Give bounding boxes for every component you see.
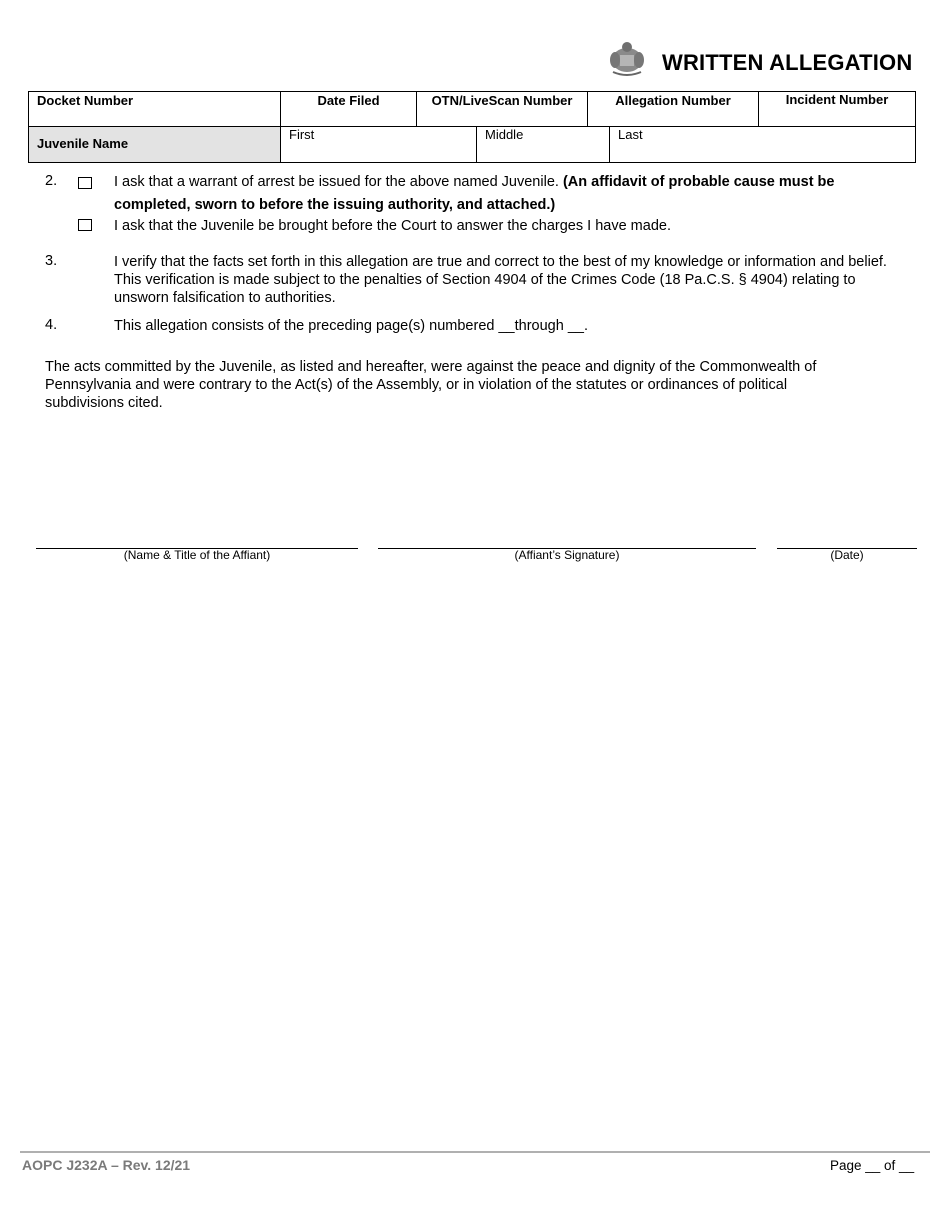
page-count-pre: This allegation consists of the preceding page(s) numbered: [114, 318, 495, 334]
juvenile-name-label: Juvenile Name: [37, 136, 129, 151]
footer-divider: [20, 1151, 930, 1153]
date-filed-label: Date Filed: [317, 93, 380, 108]
last-name-label: Last: [618, 127, 643, 142]
date-filed-field[interactable]: [280, 92, 416, 127]
pennsylvania-seal-icon: [607, 38, 647, 78]
warrant-request-text: [114, 171, 914, 217]
case-info-table: [28, 91, 916, 163]
affiant-signature-label: (Affiant’s Signature): [514, 548, 620, 562]
form-identifier: AOPC J232A – Rev. 12/21: [22, 1157, 191, 1173]
docket-number-label: Docket Number: [37, 93, 134, 108]
otn-livescan-field[interactable]: [416, 92, 587, 127]
court-appearance-text: I ask that the Juvenile be brought before the Court to answer the charges I have made.: [114, 218, 671, 234]
page-count-through: through: [514, 318, 564, 334]
warrant-request-plain: I ask that a warrant of arrest be issued for the above named Juvenile.: [114, 174, 559, 190]
juvenile-first-name-field[interactable]: [280, 127, 476, 162]
docket-number-field[interactable]: [29, 92, 281, 127]
warrant-checkbox[interactable]: [78, 177, 92, 189]
court-appearance-checkbox[interactable]: [78, 219, 92, 231]
page-from-blank[interactable]: __: [498, 318, 515, 334]
allegation-number-label: Allegation Number: [615, 93, 731, 108]
acts-statement: The acts committed by the Juvenile, as listed and hereafter, were against the peace and dignity of the Commonwealth of Pennsylvania and were contrary to the Act(s) of the Assembly, or in violation of the statutes or ordinances of political subdivisions cited.: [45, 359, 817, 411]
page-number: Page __ of __: [830, 1158, 915, 1173]
page-count-text: [114, 317, 588, 335]
allegation-number-field[interactable]: [587, 92, 758, 127]
incident-number-label: Incident Number: [785, 92, 889, 107]
affiant-name-label: (Name & Title of the Affiant): [123, 548, 271, 562]
incident-number-field[interactable]: [758, 92, 915, 127]
item-2-number: 2.: [45, 173, 58, 189]
first-name-label: First: [289, 127, 315, 142]
otn-livescan-label: OTN/LiveScan Number: [431, 93, 573, 108]
item-4-number: 4.: [45, 317, 58, 333]
item-3-number: 3.: [45, 253, 58, 269]
page-title: WRITTEN ALLEGATION: [662, 50, 913, 75]
juvenile-name-cell: [29, 127, 281, 162]
juvenile-middle-name-field[interactable]: [476, 127, 609, 162]
date-label: (Date): [830, 548, 864, 562]
juvenile-last-name-field[interactable]: [609, 127, 915, 162]
page-to-blank[interactable]: __.: [567, 318, 589, 334]
affidavit-note-cont: completed, sworn to before the issuing authority, and attached.): [114, 197, 556, 213]
middle-name-label: Middle: [485, 127, 524, 142]
affidavit-note: (An affidavit of probable cause must be: [562, 174, 835, 190]
verification-text: I verify that the facts set forth in this allegation are true and correct to the best of my knowledge or information and belief. This verification is made subject to the penalties of Section 4904 of the Crimes Code (18 Pa.C.S. § 4904) relating to unsworn falsification to authorities.: [114, 254, 887, 306]
